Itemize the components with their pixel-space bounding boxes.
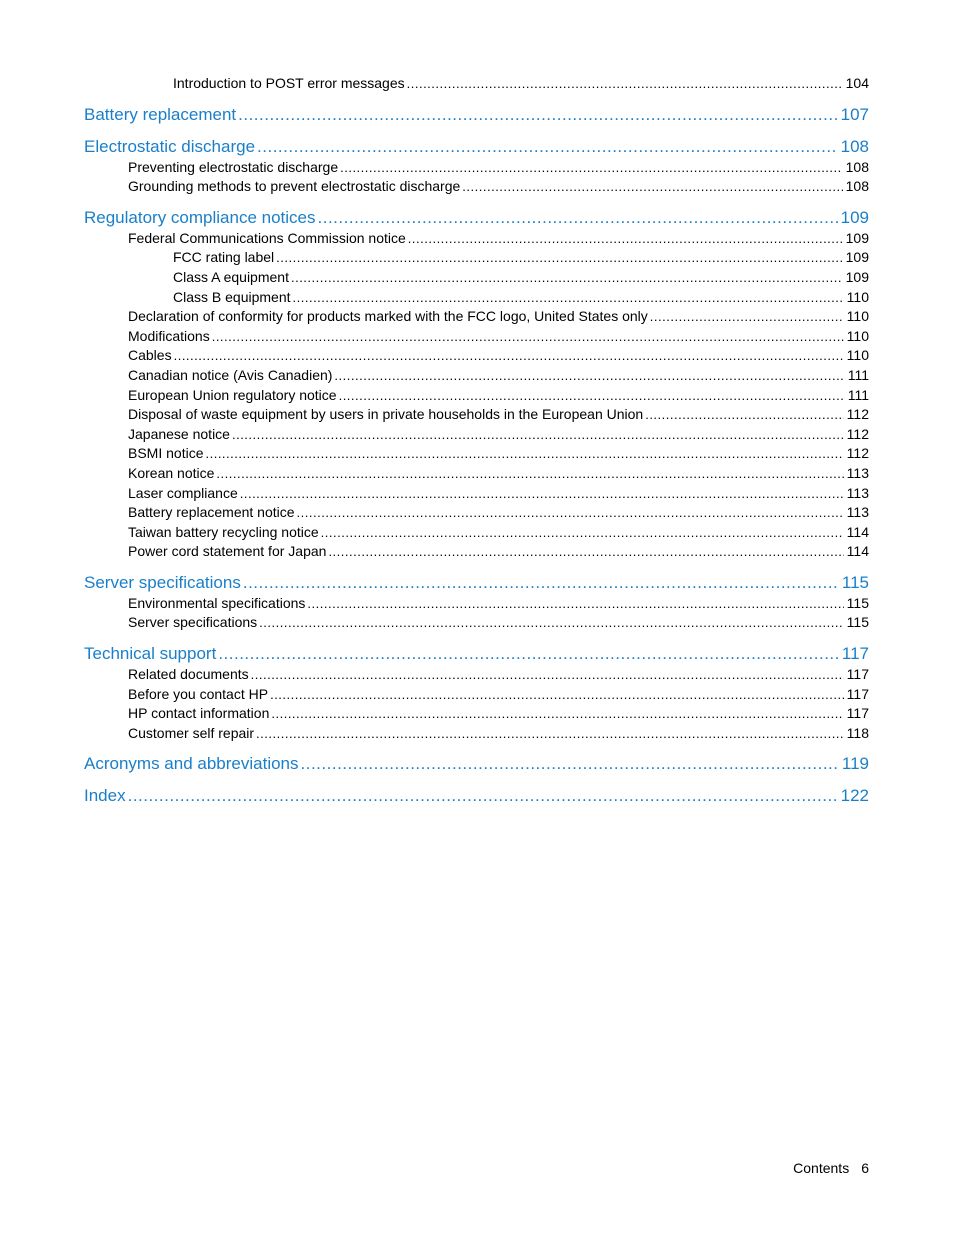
toc-entry-page-number: 115 <box>846 614 869 631</box>
dot-leader <box>174 346 844 366</box>
toc-section-link[interactable] <box>84 704 869 724</box>
toc-section-link[interactable] <box>84 503 869 523</box>
toc-entry-page-number: 114 <box>846 543 869 560</box>
toc-entry-title: Declaration of conformity for products marked with the FCC logo, United States only <box>128 308 648 325</box>
toc-entry-title: Server specifications <box>84 572 241 592</box>
toc-entry-title: HP contact information <box>128 705 270 722</box>
dot-leader <box>301 753 839 775</box>
toc-entry-title: Related documents <box>128 666 249 683</box>
toc-entry-title: Preventing electrostatic discharge <box>128 158 339 175</box>
toc-entry-page-number: 109 <box>845 229 869 246</box>
toc-entry-page-number: 109 <box>840 207 869 227</box>
toc-entry-title: Introduction to POST error messages <box>173 75 405 91</box>
dot-leader <box>293 288 844 308</box>
dot-leader <box>291 268 843 288</box>
toc-entry-title: Disposal of waste equipment by users in private households in the European Union <box>128 406 644 423</box>
toc-section-link[interactable] <box>84 613 869 633</box>
toc-entry-page-number: 109 <box>845 268 869 285</box>
footer-section-label: Contents <box>793 1160 850 1176</box>
toc-section-link[interactable] <box>84 288 869 308</box>
toc-entry-title: Battery replacement <box>84 104 237 124</box>
toc-entry-title: Before you contact HP <box>128 685 269 702</box>
toc-chapter-link[interactable] <box>84 785 869 807</box>
toc-entry-page-number: 117 <box>841 644 869 664</box>
toc-entry-page-number: 109 <box>845 249 869 266</box>
toc-entry-title: Regulatory compliance notices <box>84 207 316 227</box>
dot-leader <box>205 444 843 464</box>
toc-section-link[interactable] <box>84 366 869 386</box>
dot-leader <box>334 366 844 386</box>
toc-entry-page-number: 110 <box>846 347 869 364</box>
toc-chapter-link[interactable] <box>84 753 869 775</box>
toc-entry-title: Customer self repair <box>128 724 255 741</box>
toc-section-link[interactable] <box>84 464 869 484</box>
toc-entry-title: Laser compliance <box>128 484 238 501</box>
toc-chapter-link[interactable] <box>84 104 869 126</box>
footer-page-number: 6 <box>861 1160 869 1176</box>
page-footer <box>793 1158 869 1178</box>
toc-entry-title: Taiwan battery recycling notice <box>128 523 319 540</box>
toc-entry-title: Federal Communications Commission notice <box>128 229 406 246</box>
dot-leader <box>232 425 844 445</box>
toc-entry-page-number: 108 <box>840 136 869 156</box>
toc-entry-title: Server specifications <box>128 614 258 631</box>
toc-entry-page-number: 111 <box>847 386 869 403</box>
toc-entry-page-number: 115 <box>841 572 869 592</box>
toc-entry-page-number: 108 <box>845 178 869 195</box>
toc-entry-title: Korean notice <box>128 464 215 481</box>
dot-leader <box>243 572 839 594</box>
toc-entry-page-number: 118 <box>846 724 869 741</box>
toc-entry-page-number: 107 <box>840 104 869 124</box>
toc-entry-title: Class B equipment <box>173 288 291 305</box>
toc-section-link[interactable] <box>84 665 869 685</box>
toc-entry-page-number: 112 <box>846 406 869 423</box>
toc-entry-page-number: 113 <box>846 464 869 481</box>
dot-leader <box>650 307 844 327</box>
toc-section-link[interactable] <box>84 523 869 543</box>
toc-entry-page-number: 110 <box>846 288 869 305</box>
toc-entry-page-number: 119 <box>841 754 869 774</box>
dot-leader <box>407 74 843 94</box>
toc-entry-title: Cables <box>128 347 172 364</box>
dot-leader <box>240 484 844 504</box>
dot-leader <box>276 248 842 268</box>
toc-entry-page-number: 111 <box>847 366 869 383</box>
dot-leader <box>212 327 844 347</box>
dot-leader <box>251 665 844 685</box>
toc-entry-title: FCC rating label <box>173 249 275 266</box>
toc-entry-page-number: 114 <box>846 523 869 540</box>
dot-leader <box>257 136 838 158</box>
toc-chapter-link[interactable] <box>84 643 869 665</box>
toc-section-link[interactable] <box>84 177 869 197</box>
toc-entry-title: European Union regulatory notice <box>128 386 337 403</box>
toc-entry-title: Acronyms and abbreviations <box>84 754 299 774</box>
toc-section-link[interactable] <box>84 346 869 366</box>
dot-leader <box>462 177 842 197</box>
toc-entry-page-number: 112 <box>846 445 869 462</box>
table-of-contents <box>84 74 869 807</box>
toc-section-link[interactable] <box>84 484 869 504</box>
dot-leader <box>256 724 844 744</box>
dot-leader <box>128 785 838 807</box>
dot-leader <box>259 613 844 633</box>
toc-entry-title: Technical support <box>84 644 217 664</box>
toc-entry-page-number: 113 <box>846 484 869 501</box>
toc-entry-page-number: 122 <box>840 786 869 806</box>
toc-entry-page-number: 117 <box>846 685 869 702</box>
toc-chapter-link[interactable] <box>84 572 869 594</box>
toc-entry-title: BSMI notice <box>128 445 204 462</box>
toc-section-link[interactable] <box>84 268 869 288</box>
toc-section-link[interactable] <box>84 444 869 464</box>
dot-leader <box>307 594 843 614</box>
dot-leader <box>321 523 844 543</box>
toc-entry-title: Modifications <box>128 327 210 344</box>
toc-section-link[interactable] <box>84 158 869 178</box>
toc-entry-title: Electrostatic discharge <box>84 136 256 156</box>
toc-entry-title: Battery replacement notice <box>128 504 295 521</box>
toc-section-link[interactable] <box>84 307 869 327</box>
toc-entry-page-number: 113 <box>846 504 869 521</box>
toc-entry-page-number: 110 <box>846 308 869 325</box>
toc-section-link[interactable] <box>84 229 869 249</box>
toc-chapter-link[interactable] <box>84 207 869 229</box>
toc-section-link[interactable] <box>84 405 869 425</box>
toc-entry-title: Japanese notice <box>128 425 230 442</box>
toc-section-link[interactable] <box>84 425 869 445</box>
toc-entry-page-number: 117 <box>846 705 869 722</box>
dot-leader <box>328 542 843 562</box>
dot-leader <box>218 643 839 665</box>
toc-entry-title: Class A equipment <box>173 268 289 285</box>
dot-leader <box>408 229 843 249</box>
dot-leader <box>271 704 843 724</box>
toc-entry-title: Environmental specifications <box>128 594 306 611</box>
toc-section-link[interactable] <box>84 685 869 705</box>
dot-leader <box>270 685 844 705</box>
dot-leader <box>238 104 837 126</box>
toc-entry-page-number: 112 <box>846 425 869 442</box>
toc-section-link[interactable] <box>84 248 869 268</box>
toc-entry-title: Index <box>84 786 126 806</box>
dot-leader <box>645 405 843 425</box>
toc-chapter-link[interactable] <box>84 136 869 158</box>
toc-entry-page-number: 108 <box>845 158 869 175</box>
toc-section-link[interactable] <box>84 327 869 347</box>
toc-entry-title: Grounding methods to prevent electrostatic discharge <box>128 178 461 195</box>
toc-section-link[interactable] <box>84 542 869 562</box>
toc-entry-page-number: 110 <box>846 327 869 344</box>
toc-entry-title: Canadian notice (Avis Canadien) <box>128 366 333 383</box>
toc-section-link[interactable] <box>84 74 869 94</box>
toc-entry-page-number: 104 <box>845 75 869 91</box>
toc-section-link[interactable] <box>84 386 869 406</box>
toc-section-link[interactable] <box>84 594 869 614</box>
dot-leader <box>318 207 838 229</box>
toc-section-link[interactable] <box>84 724 869 744</box>
toc-entry-page-number: 117 <box>846 666 869 683</box>
dot-leader <box>339 386 845 406</box>
toc-entry-title: Power cord statement for Japan <box>128 543 327 560</box>
dot-leader <box>340 158 843 178</box>
dot-leader <box>297 503 844 523</box>
toc-entry-page-number: 115 <box>846 594 869 611</box>
dot-leader <box>216 464 843 484</box>
